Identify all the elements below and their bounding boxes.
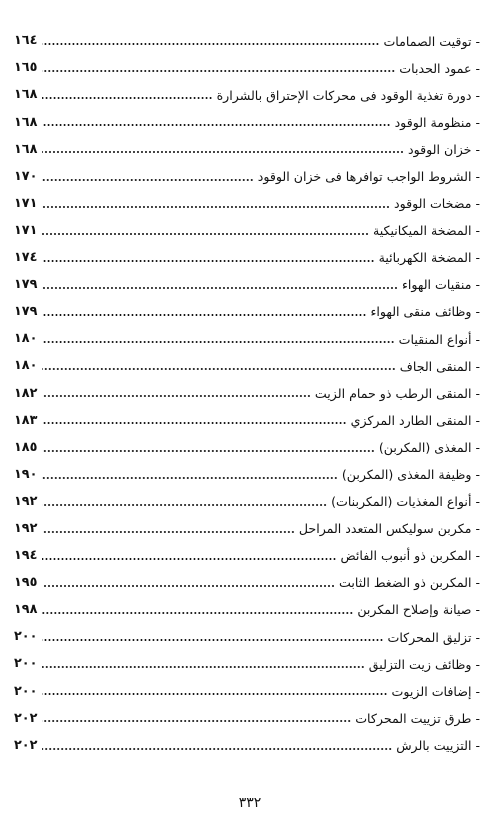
dot-leader (42, 693, 388, 695)
toc-entry-page: ١٧٩ (14, 277, 38, 293)
toc-entry-title: - مضخات الوقود (393, 196, 480, 212)
toc-entry (14, 536, 480, 563)
toc-entry-title: - التزييت بالرش (396, 737, 480, 753)
toc-entry-page: ١٨٠ (14, 331, 38, 347)
toc-entry (14, 48, 480, 75)
toc-entry-title: - وظائف زيت التزليق (368, 656, 480, 672)
dot-leader (42, 151, 404, 153)
toc-entry-page: ١٦٨ (14, 141, 38, 157)
toc-entry-page: ١٦٤ (14, 33, 38, 49)
toc-entry-page: ١٨٠ (14, 358, 38, 374)
toc-entry-page: ١٩٢ (14, 520, 38, 536)
dot-leader (42, 206, 390, 208)
toc-entry (14, 509, 480, 536)
toc-entry-title: - تزليق المحركات (387, 629, 480, 645)
toc-entry (14, 563, 480, 590)
toc-entry-title: - دورة تغذية الوقود فى محركات الإحتراق بالشرارة (216, 87, 480, 103)
toc-entry (14, 671, 480, 698)
toc-entry-page: ١٨٥ (14, 439, 38, 455)
toc-entry-title: - مكربن سوليكس المتعدد المراحل (298, 521, 480, 537)
dot-leader (42, 531, 295, 533)
toc-entry-page: ١٧١ (14, 222, 38, 238)
toc-entry-page: ١٩٤ (14, 548, 38, 564)
toc-entry-title: - إضافات الزيوت (391, 683, 480, 699)
toc-entry-title: - منقيات الهواء (401, 277, 480, 293)
dot-leader (42, 179, 254, 181)
toc-entry (14, 184, 480, 211)
toc-entry (14, 21, 480, 48)
toc-entry (14, 129, 480, 156)
dot-leader (42, 395, 311, 397)
toc-entry-title: - المنقى الجاف (399, 358, 480, 374)
toc-entry-title: - أنواع المغذيات (المكربنات) (331, 494, 480, 510)
toc-entry (14, 590, 480, 617)
toc-entry-title: - منظومة الوقود (394, 114, 480, 130)
toc-entry-title: - المنقى الرطب ذو حمام الزيت (314, 385, 480, 401)
toc-entry-title: - الشروط الواجب توافرها فى خزان الوقود (257, 168, 480, 184)
toc-entry (14, 482, 480, 509)
toc-entry (14, 400, 480, 427)
dot-leader (42, 233, 369, 235)
dot-leader (42, 639, 383, 641)
dot-leader (42, 477, 338, 479)
dot-leader (42, 43, 379, 45)
page-number: ٣٣٢ (238, 795, 262, 811)
toc-entry (14, 455, 480, 482)
dot-leader (42, 720, 351, 722)
dot-leader (42, 504, 327, 506)
toc-entry-page: ٢٠٢ (14, 710, 38, 726)
dot-leader (42, 666, 365, 668)
toc-entry-page: ١٩٥ (14, 575, 38, 591)
toc-entry-page: ١٩٢ (14, 493, 38, 509)
dot-leader (42, 558, 336, 560)
dot-leader (42, 260, 375, 262)
toc-entry-title: - المنقى الطارد المركزي (350, 412, 480, 428)
toc-entry (14, 617, 480, 644)
toc-entry-title: - وظيفة المغذى (المكربن) (341, 467, 480, 482)
toc-entry-page: ١٧١ (14, 195, 38, 211)
toc-entry-title: - عمود الحدبات (399, 60, 480, 76)
toc-entry-title: - المضخة الميكانيكية (373, 223, 480, 239)
toc-entry (14, 238, 480, 265)
dot-leader (42, 422, 347, 424)
toc-entry (14, 319, 480, 346)
toc-entry (14, 156, 480, 183)
dot-leader (42, 70, 395, 72)
toc-entry-page: ١٧٤ (14, 250, 38, 266)
toc-entry (14, 211, 480, 238)
toc-entry-page: ١٨٢ (14, 385, 38, 401)
dot-leader (42, 585, 335, 587)
toc-entry (14, 75, 480, 102)
toc-entry (14, 265, 480, 292)
dot-leader (42, 368, 396, 370)
toc-entry (14, 698, 480, 725)
dot-leader (42, 97, 213, 99)
toc-entry-title: - توقيت الصمامات (383, 33, 480, 49)
dot-leader (42, 748, 392, 750)
table-of-contents (14, 21, 480, 753)
toc-entry-page: ١٩٠ (14, 466, 38, 482)
toc-entry-title: - طرق تزييت المحركات (355, 710, 480, 726)
dot-leader (42, 287, 398, 289)
toc-entry (14, 427, 480, 454)
toc-entry-page: ١٦٨ (14, 114, 38, 130)
toc-entry-title: - صيانة وإصلاح المكربن (357, 602, 480, 618)
toc-entry-page: ١٨٣ (14, 412, 38, 428)
toc-entry (14, 725, 480, 752)
toc-entry-title: - المضخة الكهربائية (378, 250, 480, 266)
toc-entry-title: - المكربن ذو الضغط الثابت (339, 575, 480, 591)
toc-entry-page: ١٦٨ (14, 87, 38, 103)
toc-entry (14, 373, 480, 400)
toc-entry (14, 644, 480, 671)
dot-leader (42, 450, 375, 452)
dot-leader (42, 341, 395, 343)
dot-leader (42, 314, 366, 316)
toc-entry-title: - أنواع المنقيات (398, 331, 480, 347)
toc-entry-page: ١٩٨ (14, 602, 38, 618)
toc-entry-page: ٢٠٠ (14, 629, 38, 645)
toc-entry-title: - المكربن ذو أنبوب الفائض (340, 548, 480, 564)
toc-entry-page: ١٦٥ (14, 60, 38, 76)
toc-entry-title: - وظائف منقى الهواء (370, 304, 480, 320)
toc-entry (14, 346, 480, 373)
toc-entry-page: ١٧٠ (14, 168, 38, 184)
toc-entry-title: - المغذى (المكربن) (378, 439, 480, 455)
toc-entry (14, 102, 480, 129)
toc-entry-page: ٢٠٠ (14, 683, 38, 699)
toc-entry-page: ١٧٩ (14, 304, 38, 320)
toc-entry-page: ٢٠٠ (14, 656, 38, 672)
toc-entry-page: ٢٠٢ (14, 737, 38, 753)
dot-leader (42, 124, 391, 126)
dot-leader (42, 612, 353, 614)
toc-entry-title: - خزان الوقود (407, 141, 480, 157)
toc-entry (14, 292, 480, 319)
